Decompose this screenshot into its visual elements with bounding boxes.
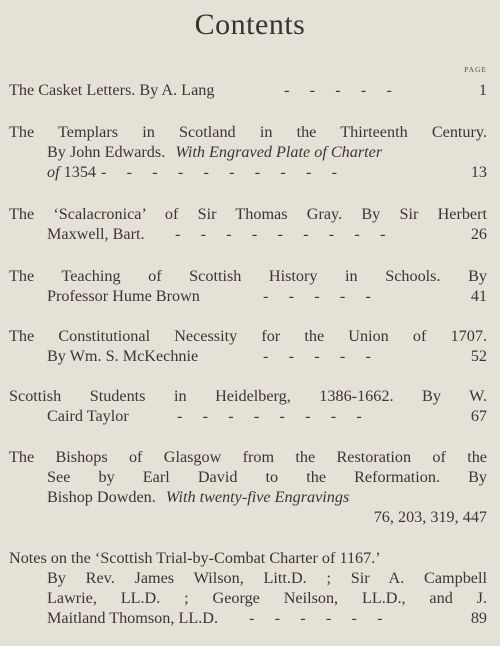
entry-italic-of: of [47, 163, 60, 181]
toc-entry-teaching-history[interactable] [9, 266, 487, 306]
entry-authors-cont: Lawrie, LL.D. ; George Neilson, LL.D., and J. [47, 589, 487, 607]
leader-dashes: - - - - - - - - [177, 407, 362, 425]
toc-entry-templars[interactable] [9, 122, 487, 182]
entry-title: The Templars in Scotland in the Thirteenth Century. [9, 123, 487, 141]
entry-title: Notes on the ‘Scottish Trial-by-Combat Charter of 1167.’ [9, 549, 381, 567]
leader-dashes: - - - - - [284, 81, 392, 99]
entry-title: The Constitutional Necessity for the Union of 1707. [9, 327, 487, 345]
entry-title: The Casket Letters. By A. Lang [9, 81, 215, 99]
leader-dashes: - - - - - [263, 347, 371, 365]
entry-authors: By Rev. James Wilson, Litt.D. ; Sir A. Campbell [47, 569, 487, 587]
leader-dashes: - - - - - - - - - - [101, 163, 338, 181]
entry-title: The Bishops of Glasgow from the Restoration of the [9, 448, 487, 466]
toc-entry-bishops-glasgow[interactable] [9, 447, 487, 527]
page-number: 52 [470, 347, 487, 365]
leader-dashes: - - - - - - [249, 609, 383, 627]
entry-title: Scottish Students in Heidelberg, 1386-1662. By W. [9, 387, 487, 405]
toc-entry-heidelberg[interactable] [9, 386, 487, 426]
entry-author: Maitland Thomson, LL.D. [47, 609, 219, 627]
entry-title-cont: See by Earl David to the Reformation. By [47, 468, 487, 486]
entry-author: By Wm. S. McKechnie [47, 347, 199, 365]
toc-entry-trial-by-combat[interactable] [9, 548, 487, 628]
page-numbers: 76, 203, 319, 447 [373, 508, 487, 526]
page-number: 1 [478, 81, 487, 99]
toc-entry-union-1707[interactable] [9, 326, 487, 366]
entry-illustration-note: With Engraved Plate of Charter [175, 143, 383, 161]
entry-author: Professor Hume Brown [47, 287, 200, 305]
entry-author: Maxwell, Bart. [47, 225, 145, 243]
page-number: 13 [470, 163, 487, 181]
page-column-label: PAGE [464, 65, 487, 74]
toc-entry-scalacronica[interactable] [9, 204, 487, 244]
entry-author: By John Edwards. [47, 143, 166, 161]
leader-dashes: - - - - - [263, 287, 371, 305]
entry-title: The Teaching of Scottish History in Schools. By [9, 267, 487, 285]
leader-dashes: - - - - - - - - - [175, 225, 386, 243]
page-number: 67 [470, 407, 487, 425]
page-title: Contents [194, 8, 306, 41]
entry-author: Bishop Dowden. [47, 488, 156, 506]
entry-title: The ‘Scalacronica’ of Sir Thomas Gray. By Sir Herbert [9, 205, 487, 223]
toc-entry-casket-letters[interactable] [9, 80, 487, 100]
page-number: 89 [470, 609, 487, 627]
entry-illustration-note: With twenty-five Engravings [165, 488, 350, 506]
page-number: 41 [470, 287, 487, 305]
page-number: 26 [470, 225, 487, 243]
entry-year: 1354 [63, 163, 97, 181]
entry-author: Caird Taylor [47, 407, 129, 425]
